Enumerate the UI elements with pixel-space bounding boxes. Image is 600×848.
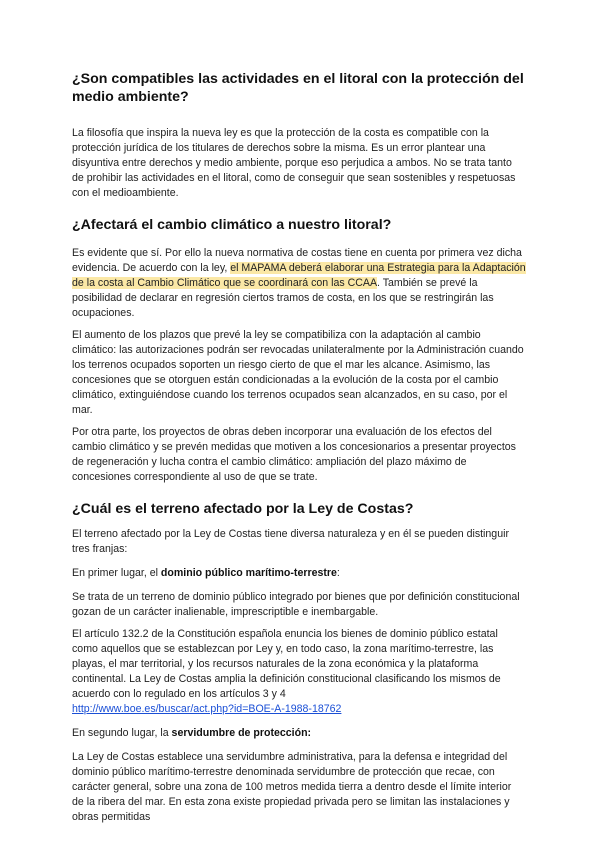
paragraph-articulo-132 (72, 627, 526, 717)
paragraph-filosofia-ley: La filosofía que inspira la nueva ley es que la protección de la costa es compatible con la protección jurídica de los titulares de derechos sobre la misma. Es un error plantear una disyuntiva entre derechos y medio ambiente, porque eso perjudica a ambos. No se trata tanto de prohibir las actividades en el litoral, como de conseguir que sean sostenibles y respetuosas con el medioambiente. (72, 127, 516, 199)
paragraph-primer-lugar (72, 566, 526, 581)
paragraph-servidumbre: La Ley de Costas establece una servidumbre administrativa, para la defensa e integridad del dominio público marítimo-terrestre denominada servidumbre de protección que recae, con carácter general, sobre una zona de 100 metros medida tierra a dentro desde el límite interior de la ribera del mar. En esta zona existe propiedad privada pero se limitan las instalaciones y obras permitidas (72, 751, 512, 823)
primer-lugar-prefix: En primer lugar, el (72, 567, 161, 579)
heading-cambio-climatico: ¿Afectará el cambio climático a nuestro litoral? (72, 217, 392, 233)
paragraph-segundo-lugar (72, 726, 526, 741)
paragraph-evidencia-intro: Es evidente que sí. Por ello la nueva normativa de costas tiene en cuenta por primera vez dicha evidencia. De acuerdo con la ley, (72, 247, 522, 274)
servidumbre-term: servidumbre de protección: (171, 727, 312, 739)
segundo-lugar-prefix: En segundo lugar, la (72, 727, 172, 739)
paragraph-evidencia (72, 246, 526, 321)
articulo-132-text: El artículo 132.2 de la Constitución española enuncia los bienes de dominio público estatal como aquellos que se establezcan por Ley y, en todo caso, la zona marítimo-terrestre, las playas, el mar territorial, y los recursos naturales de la zona económica y la plataforma continental. La Ley de Costas amplia la definición constitucional clasificando los mismos de acuerdo con lo regulado en los artículos 3 y 4 (72, 628, 501, 700)
heading-actividades-litoral: ¿Son compatibles las actividades en el litoral con la protección del medio ambiente? (72, 71, 524, 105)
paragraph-tres-franjas: El terreno afectado por la Ley de Costas tiene diversa naturaleza y en él se pueden distinguir tres franjas: (72, 528, 509, 555)
boe-link[interactable]: http://www.boe.es/buscar/act.php?id=BOE-A-1988-18762 (72, 703, 342, 715)
primer-lugar-suffix: : (336, 567, 340, 579)
paragraph-aumento-plazos: El aumento de los plazos que prevé la ley se compatibiliza con la adaptación al cambio climático: las autorizaciones podrán ser revocadas unilateralmente por la Administración cuando los terrenos ocupados soporten un riesgo cierto de que el mar les alcance. Asimismo, las concesiones que se otorguen están condicionadas a la evolución de la costa por el cambio climático, extinguiéndose cuando los terrenos ocupados sean alcanzados, en su caso, por el mar. (72, 329, 524, 416)
heading-terreno-afectado: ¿Cuál es el terreno afectado por la Ley de Costas? (72, 501, 414, 517)
paragraph-evidencia-end: . También se prevé la posibilidad de declarar en regresión ciertos tramos de costa, en los que se restringirán las ocupaciones. (72, 277, 494, 319)
dominio-publico-term: dominio público marítimo-terrestre (160, 567, 337, 579)
paragraph-dominio-publico: Se trata de un terreno de dominio público integrado por bienes que por definición constitucional gozan de un carácter inalienable, imprescriptible e inembargable. (72, 591, 520, 618)
paragraph-proyectos-obras: Por otra parte, los proyectos de obras deben incorporar una evaluación de los efectos del cambio climático y se prevén medidas que motiven a los concesionarios a presentar proyectos de regeneración y lucha contra el cambio climático: ampliación del plazo máximo de concesiones correspondiente al uso de que se trate. (72, 426, 516, 483)
highlighted-text: el MAPAMA deberá elaborar una Estrategia para la Adaptación de la costa al Cambio Climático que se coordinará con las CCAA (72, 262, 526, 289)
